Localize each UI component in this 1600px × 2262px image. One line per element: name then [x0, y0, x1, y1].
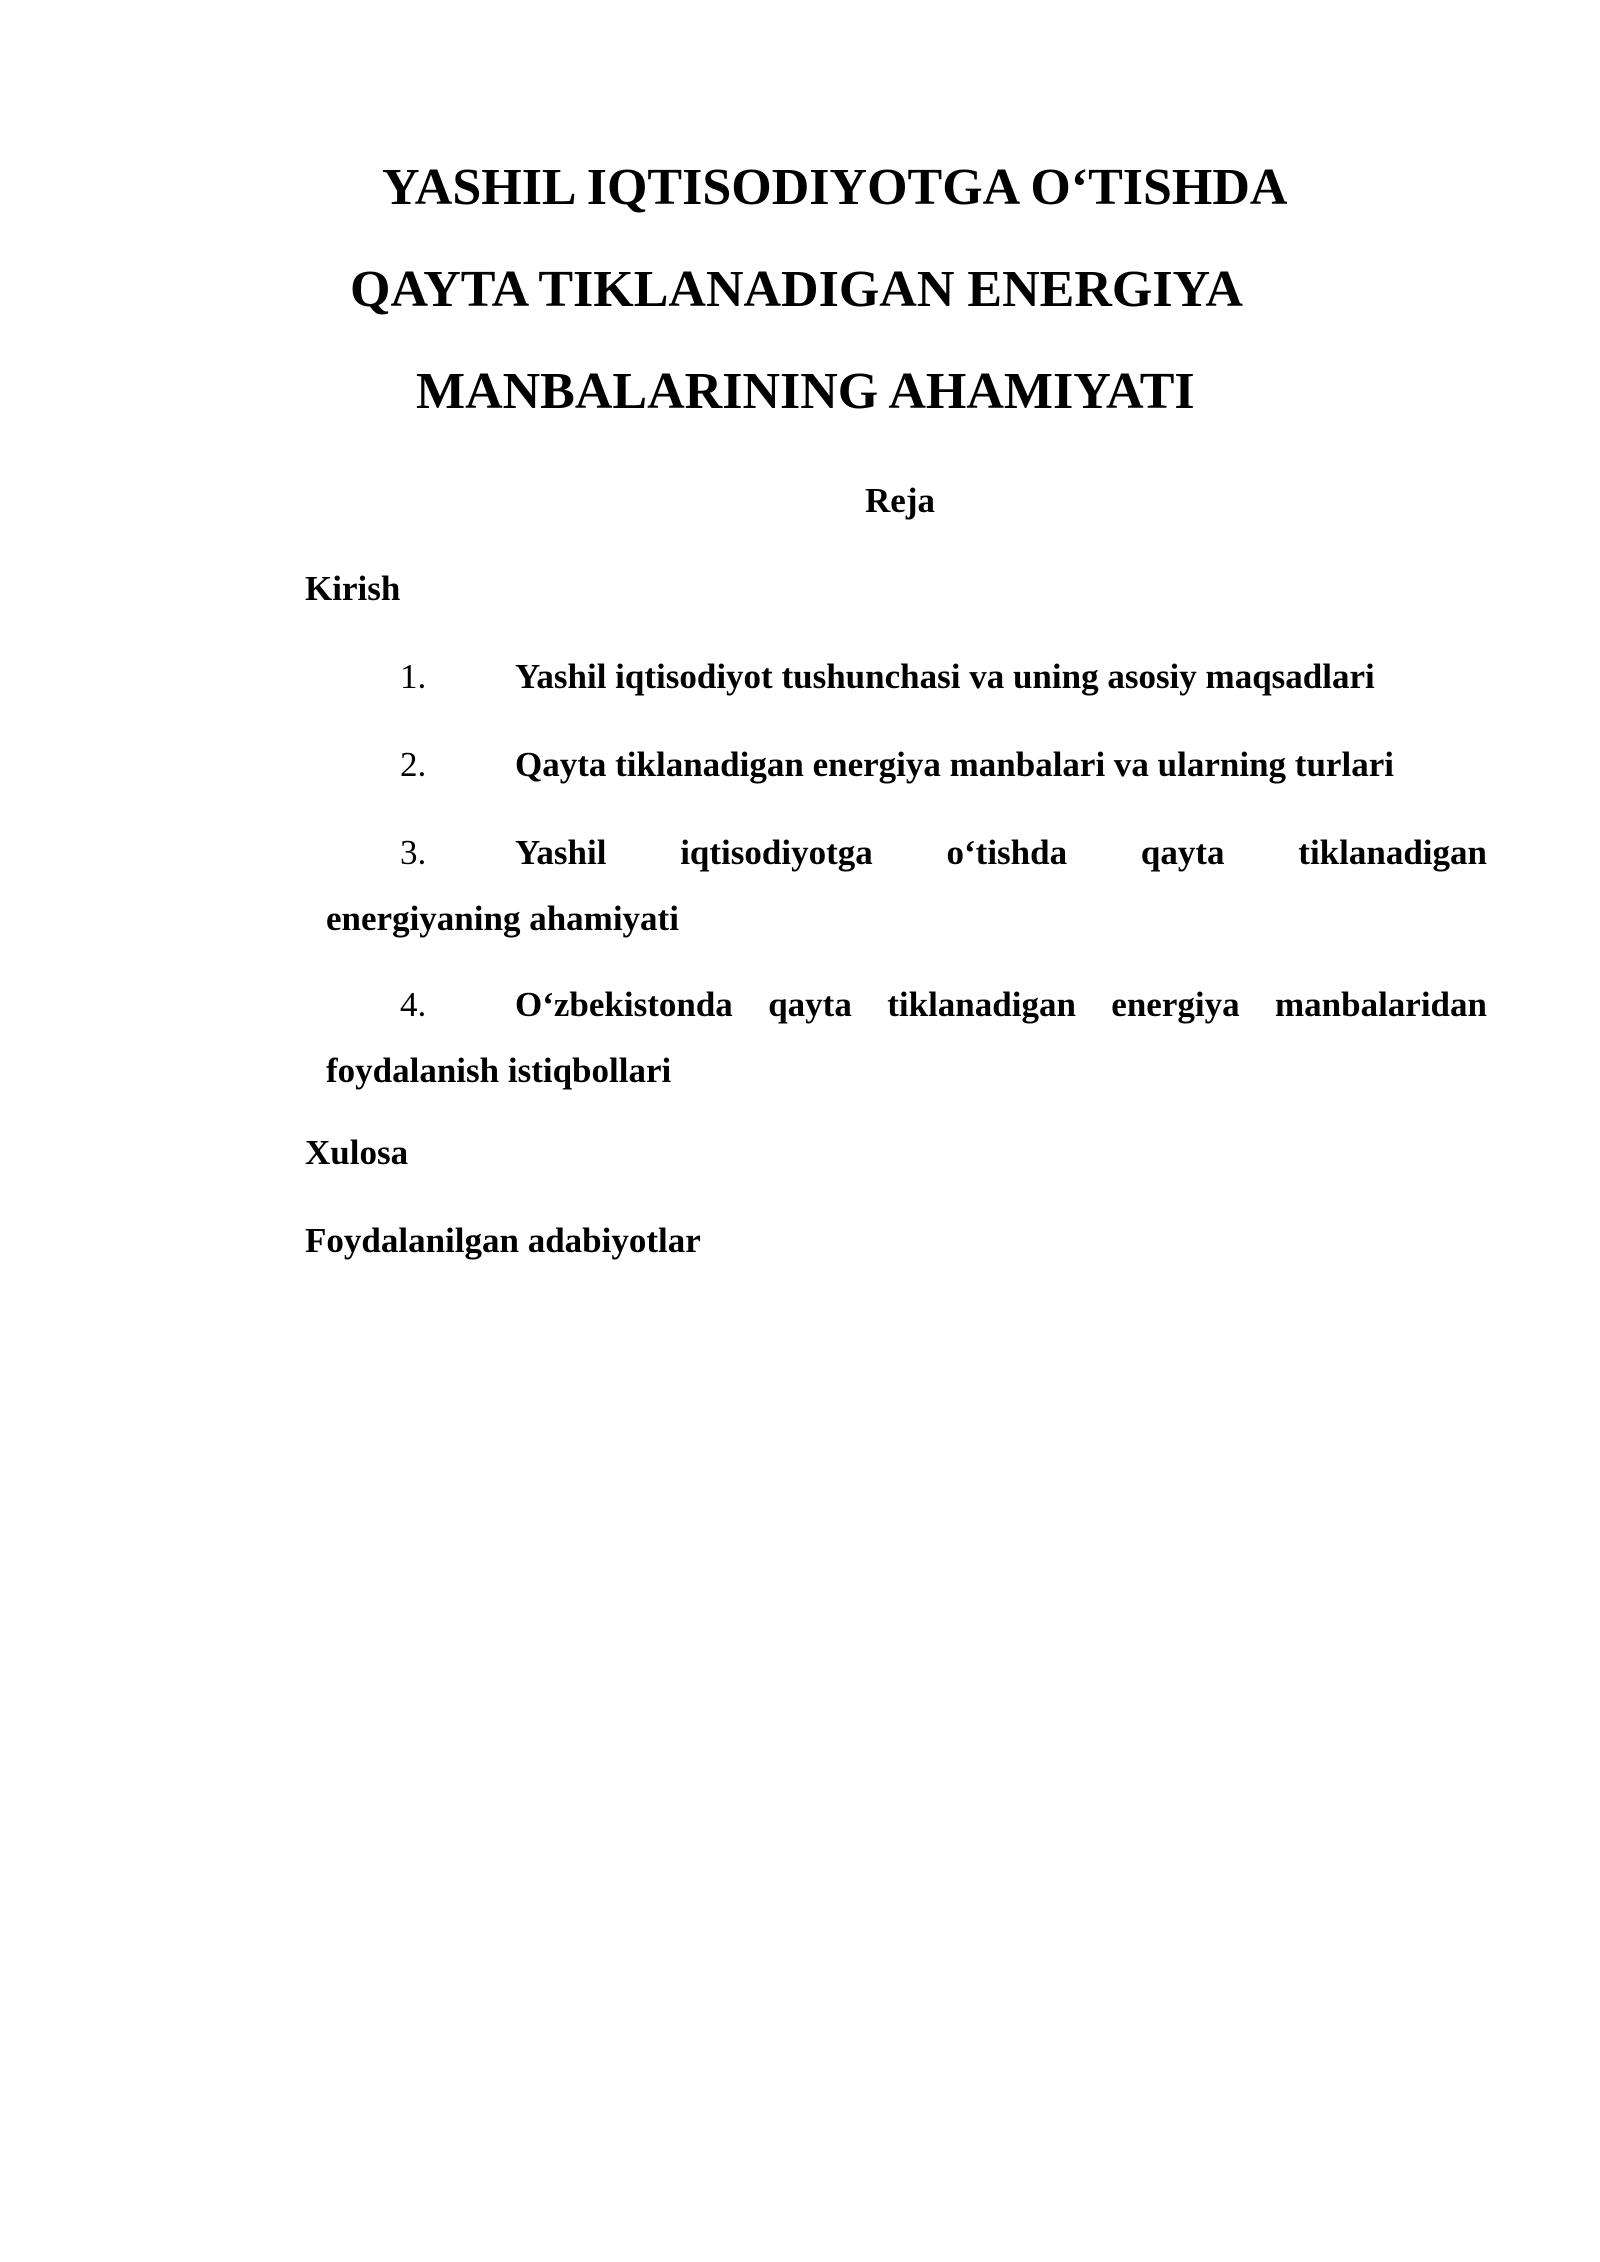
- list-item-number: 1.: [400, 657, 427, 696]
- list-item-number: 3.: [400, 833, 427, 872]
- title-line-2: QAYTA TIKLANADIGAN ENERGIYA: [350, 261, 1243, 318]
- list-item-text-continued: energiyaning ahamiyati: [326, 899, 679, 938]
- list-item-text: Yashil iqtisodiyot tushunchasi va uning asosiy maqsadlari: [515, 657, 1375, 696]
- list-item-text: Yashil iqtisodiyotga o‘tishda qayta tiklanadigan: [515, 833, 1487, 872]
- title-line-1: YASHIL IQTISODIYOTGA O‘TISHDA: [382, 159, 1288, 216]
- references-heading: Foydalanilgan adabiyotlar: [305, 1221, 701, 1260]
- list-item-text: Qayta tiklanadigan energiya manbalari va ularning turlari: [515, 745, 1394, 784]
- title-line-3: MANBALARINING AHAMIYATI: [416, 363, 1195, 420]
- intro-heading: Kirish: [305, 569, 401, 608]
- list-item-text: O‘zbekistonda qayta tiklanadigan energiya manbalaridan: [515, 985, 1487, 1024]
- plan-heading: Reja: [865, 481, 935, 520]
- list-item-number: 4.: [400, 985, 427, 1024]
- list-item-text-continued: foydalanish istiqbollari: [326, 1051, 672, 1090]
- list-item-number: 2.: [400, 745, 427, 784]
- conclusion-heading: Xulosa: [305, 1133, 409, 1172]
